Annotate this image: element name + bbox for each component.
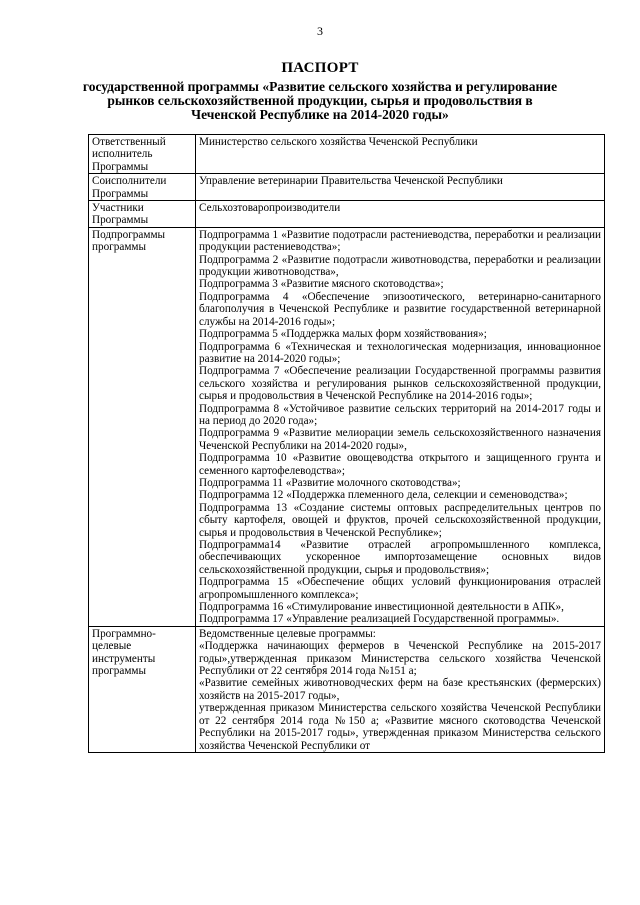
value-line: Министерство сельского хозяйства Чеченской Республики xyxy=(199,136,478,148)
subprogram-item: Подпрограмма 7 «Обеспечение реализации Государственной программы развития сельского хозяйства и регулирования рынков сельскохозяйственной продукции, сырья и продовольствия в Чеченской Республике на 2014-2016 годы»; xyxy=(199,365,601,403)
subprogram-item: Подпрограмма 3 «Развитие мясного скотоводства»; xyxy=(199,278,444,291)
row-label-subprograms: Подпрограммы программы xyxy=(89,227,196,626)
subprogram-item: Подпрограмма 9 «Развитие мелиорации земель сельскохозяйственного назначения Чеченской Республики на 2014-2020 годы», xyxy=(199,427,601,452)
subprogram-item: Подпрограмма 5 «Поддержка малых форм хозяйствования»; xyxy=(199,328,487,341)
row-value-responsible xyxy=(196,135,605,174)
table-row xyxy=(89,174,605,201)
instrument-item: Ведомственные целевые программы: xyxy=(199,627,376,640)
row-label-instruments: Программно-целевые инструменты программы xyxy=(89,626,196,752)
row-value-coexecutors xyxy=(196,174,605,201)
document-title: ПАСПОРТ xyxy=(281,60,359,76)
table-row xyxy=(89,201,605,228)
value-line: Управление ветеринарии Правительства Чеченской Республики xyxy=(199,175,503,188)
instrument-item: «Развитие семейных животноводческих ферм на базе крестьянских (фермерских) хозяйств на 2015-2017 годы», xyxy=(199,677,601,702)
row-value-subprograms xyxy=(196,227,605,626)
subprogram-item: Подпрограмма 15 «Обеспечение общих условий функционирования отраслей агропромышленного комплекса»; xyxy=(199,576,601,601)
instrument-item: утвержденная приказом Министерства сельского хозяйства Чеченской Республики от 22 сентября 2014 года №150 а; «Развитие мясного скотоводства Чеченской Республики на 2015-2017 годы», утвержденная приказом Министерства сельского хозяйства Чеченской Республики от xyxy=(199,702,601,752)
value-line: Сельхозтоваропроизводители xyxy=(199,202,341,215)
subprogram-item: Подпрограмма 16 «Стимулирование инвестиционной деятельности в АПК», xyxy=(199,601,564,614)
page-number: 3 xyxy=(317,24,323,38)
subprogram-item: Подпрограмма 13 «Создание системы оптовых распределительных центров по сбыту картофеля, овощей и фруктов, прочей сельскохозяйственной продукции, сырья и продовольствия в Чеченской Республике»; xyxy=(199,501,601,539)
subprogram-item: Подпрограмма14 «Развитие отраслей агропромышленного комплекса, обеспечивающих ускоренное импортозамещение основных видов сельскохозяйственной продукции, сырья и продовольствия»; xyxy=(199,539,601,576)
subprogram-item: Подпрограмма 6 «Техническая и технологическая модернизация, инновационное развитие на 2014-2020 годы»; xyxy=(199,340,601,365)
row-label-responsible: Ответственный исполнитель Программы xyxy=(89,135,196,174)
subprogram-item: Подпрограмма 8 «Устойчивое развитие сельских территорий на 2014-2017 годы и на период до 2020 года»; xyxy=(199,402,601,427)
instrument-item: «Поддержка начинающих фермеров в Чеченской Республике на 2015-2017 годы»,утвержденная приказом Министерства сельского хозяйства Чеченской Республики от 22 сентября 2014 года №151 а; xyxy=(199,640,601,678)
document-subtitle: государственной программы «Развитие сельского хозяйства и регулирование рынков сельскохозяйственной продукции, сырья и продовольствия в Чеченской Республике на 2014-2020 годы» xyxy=(82,79,558,122)
row-label-participants: Участники Программы xyxy=(89,201,196,228)
passport-table xyxy=(88,134,605,753)
row-value-participants xyxy=(196,201,605,228)
subprogram-item: Подпрограмма 10 «Развитие овощеводства открытого и защищенного грунта и семенного картофелеводства»; xyxy=(199,452,601,477)
subprogram-item: Подпрограмма 2 «Развитие подотрасли животноводства, переработки и реализации продукции животноводства», xyxy=(199,253,601,279)
subprogram-item: Подпрограмма 12 «Поддержка племенного дела, селекции и семеноводства»; xyxy=(199,489,568,502)
row-value-instruments xyxy=(196,626,605,752)
table-row xyxy=(89,135,605,174)
subprogram-item: Подпрограмма 17 «Управление реализацией Государственной программы». xyxy=(199,613,560,626)
subprogram-item: Подпрограмма 11 «Развитие молочного скотоводства»; xyxy=(199,476,461,489)
row-label-coexecutors: Соисполнители Программы xyxy=(89,174,196,201)
subprogram-item: Подпрограмма 1 «Развитие подотрасли растениеводства, переработки и реализации продукции растениеводства»; xyxy=(199,228,601,254)
table-row xyxy=(89,227,605,626)
subprogram-item: Подпрограмма 4 «Обеспечение эпизоотического, ветеринарно-санитарного благополучия в Чеченской Республике и развитие государственной ветеринарной службы на 2014-2016 годы»; xyxy=(199,290,601,328)
table-row xyxy=(89,626,605,752)
